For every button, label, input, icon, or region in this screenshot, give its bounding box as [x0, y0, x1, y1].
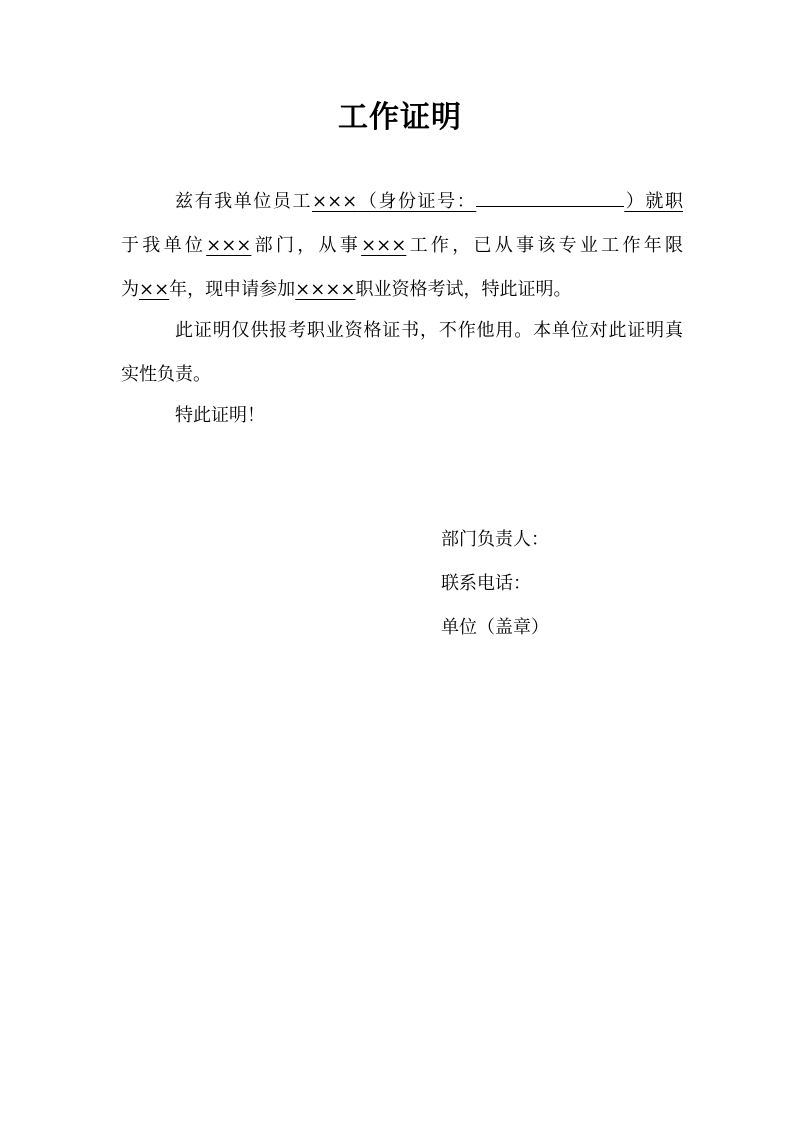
employee-intro-text: 兹有我单位员工 — [175, 191, 313, 212]
paragraph2-line1: 此证明仅供报考职业资格证书，不作他用。本单位对此证明真 — [175, 320, 683, 341]
unit-text: 于我单位 — [121, 235, 207, 256]
work-years-text: 工作，已从事该专业工作年限 — [406, 235, 684, 256]
years-blank: ×× — [139, 279, 170, 300]
id-number-label: （身份证号： — [357, 191, 477, 212]
document-title: 工作证明 — [338, 100, 462, 135]
closing-text: 特此证明！ — [175, 405, 265, 426]
paragraph2-line2: 实性负责。 — [121, 364, 211, 385]
department-blank: ××× — [206, 235, 252, 256]
paragraph-employment-details — [121, 180, 683, 312]
employee-name-blank: ××× — [312, 191, 358, 212]
paragraph1-line1 — [121, 180, 683, 224]
department-head-label: 部门负责人： — [441, 529, 549, 550]
id-number-blank — [476, 184, 624, 207]
exam-name-blank: ×××× — [295, 279, 356, 300]
paragraph-closing — [121, 394, 683, 438]
id-number-close: ）就职 — [624, 191, 684, 212]
department-text: 部门，从事 — [251, 235, 362, 256]
paragraph-usage-statement — [121, 309, 683, 397]
unit-seal-label: 单位（盖章） — [441, 617, 549, 638]
work-type-blank: ××× — [361, 235, 407, 256]
exam-intro-text: 年，现申请参加 — [169, 279, 296, 300]
signature-block — [441, 518, 549, 650]
years-prefix: 为 — [121, 279, 139, 300]
contact-phone-label: 联系电话： — [441, 573, 531, 594]
paragraph1-line2 — [121, 224, 683, 268]
paragraph1-line3 — [121, 268, 683, 312]
exam-suffix-text: 职业资格考试，特此证明。 — [355, 279, 572, 300]
